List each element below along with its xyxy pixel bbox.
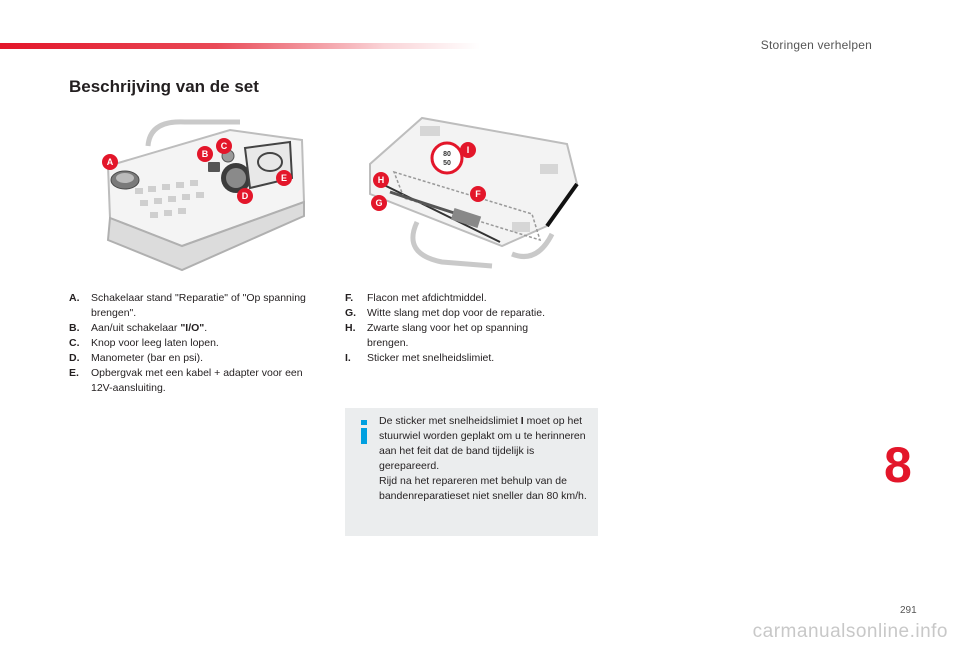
list-key: A. bbox=[69, 292, 80, 304]
info-paragraph: De sticker met snelheidslimiet I moet op het stuurwiel worden geplakt om u te herinneren aan het feit dat de band tijdelijk is gerepareerd. bbox=[379, 415, 586, 472]
list-text: Zwarte slang voor het op spanning brengen. bbox=[367, 322, 529, 349]
list-key: C. bbox=[69, 337, 80, 349]
list-text: Manometer (bar en psi). bbox=[91, 352, 204, 364]
info-box bbox=[345, 408, 598, 536]
list-item bbox=[69, 321, 314, 336]
list-key: F. bbox=[345, 292, 354, 304]
label-a: A bbox=[106, 157, 114, 167]
list-key: H. bbox=[345, 322, 356, 334]
list-text: Aan/uit schakelaar "I/O". bbox=[91, 322, 208, 334]
list-text: Flacon met afdichtmiddel. bbox=[367, 292, 487, 304]
page-title: Beschrijving van de set bbox=[69, 77, 259, 96]
list-item bbox=[69, 366, 314, 396]
list-key: G. bbox=[345, 307, 357, 319]
list-item bbox=[69, 291, 314, 321]
list-text: Schakelaar stand "Reparatie" of "Op spanning brengen". bbox=[91, 292, 306, 319]
label-f: F bbox=[475, 189, 481, 199]
list-text: Sticker met snelheidslimiet. bbox=[367, 352, 495, 364]
list-key: E. bbox=[69, 367, 79, 379]
list-item bbox=[345, 351, 570, 366]
list-text: Knop voor leeg laten lopen. bbox=[91, 337, 219, 349]
kit-underside-illustration bbox=[362, 114, 587, 272]
list-item bbox=[345, 306, 570, 321]
label-b: B bbox=[201, 149, 209, 159]
list-item bbox=[69, 336, 314, 351]
list-item bbox=[69, 351, 314, 366]
list-key: D. bbox=[69, 352, 80, 364]
component-list-left bbox=[69, 291, 314, 396]
list-text: Opbergvak met een kabel + adapter voor een 12V-aansluiting. bbox=[91, 367, 303, 394]
section-title: Storingen verhelpen bbox=[760, 38, 872, 52]
watermark: carmanualsonline.info bbox=[752, 621, 948, 642]
component-list-right bbox=[345, 291, 570, 366]
label-g: G bbox=[375, 198, 383, 208]
list-key: I. bbox=[345, 352, 351, 364]
info-text bbox=[379, 414, 589, 504]
label-i: I bbox=[466, 145, 470, 155]
compressor-kit-illustration bbox=[90, 118, 315, 276]
label-d: D bbox=[241, 191, 249, 201]
list-text: Witte slang met dop voor de reparatie. bbox=[367, 307, 546, 319]
info-icon bbox=[357, 420, 371, 444]
sticker-bottom: 50 bbox=[443, 160, 451, 167]
list-item bbox=[345, 291, 570, 306]
chapter-number: 8 bbox=[884, 437, 912, 493]
label-e: E bbox=[280, 173, 288, 183]
page-number: 291 bbox=[900, 605, 917, 616]
label-c: C bbox=[220, 141, 228, 151]
list-item bbox=[345, 321, 570, 351]
label-h: H bbox=[377, 175, 385, 185]
header-accent-bar bbox=[0, 43, 480, 49]
info-paragraph: Rijd na het repareren met behulp van de bandenreparatieset niet sneller dan 80 km/h. bbox=[379, 475, 587, 502]
sticker-top: 80 bbox=[443, 151, 451, 158]
list-key: B. bbox=[69, 322, 80, 334]
